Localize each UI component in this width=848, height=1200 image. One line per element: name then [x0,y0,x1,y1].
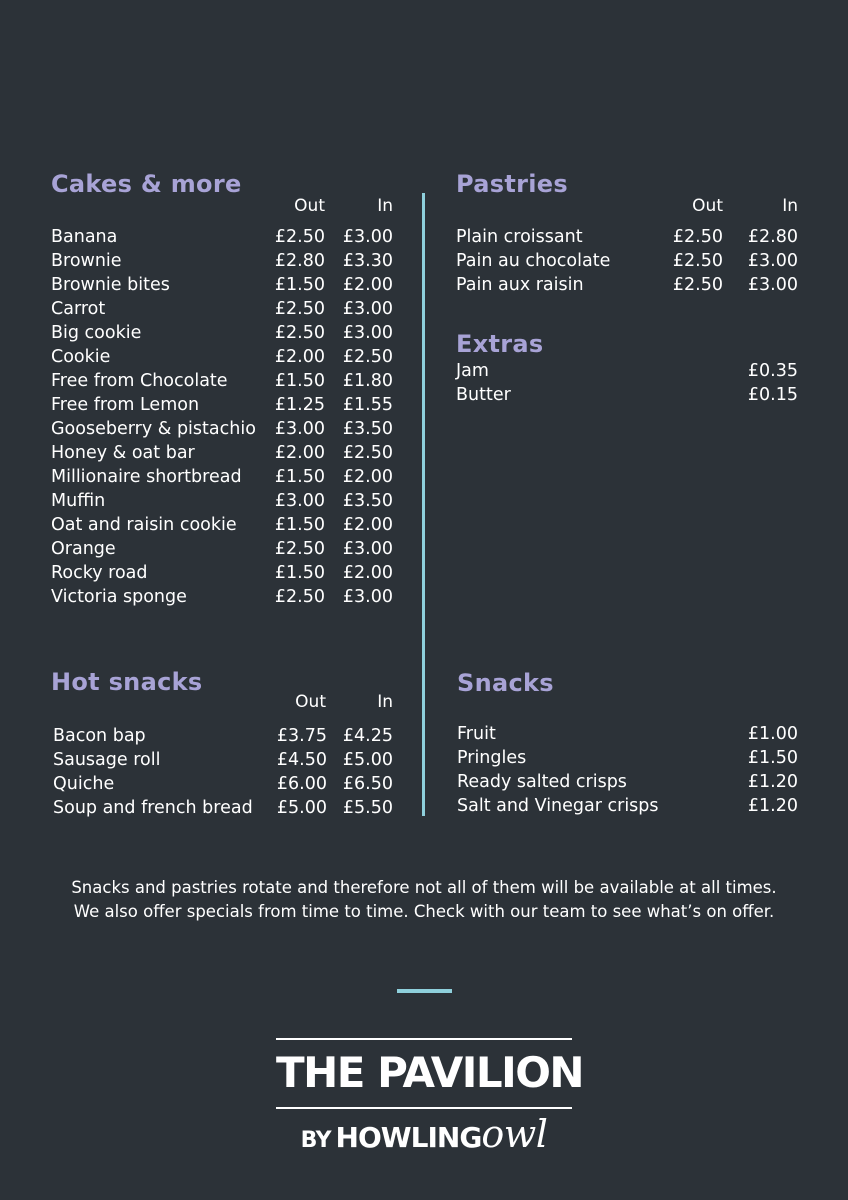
price-in: £2.00 [342,275,393,295]
menu-item [51,225,393,249]
price: £0.35 [747,361,798,381]
menu-item-name: Muffin [51,491,106,511]
menu-item-name: Pain au chocolate [456,251,611,271]
price-in: £2.00 [342,563,393,583]
price-in: £3.50 [342,419,393,439]
menu-item [51,273,393,297]
price-out: £2.50 [274,587,325,607]
price-out: £2.50 [274,299,325,319]
menu-item [456,359,798,383]
menu-item-name: Victoria sponge [51,587,187,607]
price-out: £2.50 [672,251,723,271]
price-out: £2.80 [274,251,325,271]
price-out: £2.50 [274,323,325,343]
menu-item-name: Butter [456,385,511,405]
price: £0.15 [747,385,798,405]
menu-item [457,722,798,746]
logo-by: BY [300,1128,332,1153]
menu-list [51,225,393,609]
price-in: £2.50 [342,347,393,367]
menu-item-name: Soup and french bread [53,798,253,818]
section-title: Cakes & more [51,170,242,198]
menu-item [51,489,393,513]
price-in: £3.00 [342,299,393,319]
price-out: £1.25 [274,395,325,415]
price-in: £2.80 [747,227,798,247]
logo-script: owl [481,1112,548,1156]
price-out: £3.00 [274,419,325,439]
menu-item [51,249,393,273]
section-title: Snacks [457,669,554,697]
price-out: £2.00 [274,443,325,463]
menu-item-name: Banana [51,227,118,247]
accent-divider [397,989,452,993]
menu-item [457,794,798,818]
menu-item [51,417,393,441]
menu-item-name: Rocky road [51,563,148,583]
menu-item [51,465,393,489]
price: £1.20 [747,772,798,792]
menu-item-name: Cookie [51,347,111,367]
logo-subline [276,1114,572,1163]
menu-item-name: Quiche [53,774,115,794]
price-out: £2.00 [274,347,325,367]
price-out: £1.50 [274,275,325,295]
menu-item [51,513,393,537]
menu-item [456,273,798,297]
section-title: Pastries [456,170,568,198]
menu-item-name: Pain aux raisin [456,275,584,295]
price: £1.00 [747,724,798,744]
column-header-out: Out [295,692,326,712]
menu-item [53,748,393,772]
menu-item-name: Bacon bap [53,726,146,746]
price-in: £3.50 [342,491,393,511]
price-in: £3.00 [342,539,393,559]
price-out: £1.50 [274,467,325,487]
column-header-out: Out [294,196,325,216]
price-out: £1.50 [274,515,325,535]
menu-item [51,585,393,609]
price-in: £2.00 [342,467,393,487]
footnote [0,876,848,924]
menu-list [457,722,798,818]
menu-item [53,772,393,796]
menu-item [51,345,393,369]
price-out: £2.50 [672,275,723,295]
menu-item [51,393,393,417]
price-in: £2.50 [342,443,393,463]
menu-item-name: Orange [51,539,116,559]
price-in: £3.30 [342,251,393,271]
price-out: £2.50 [274,227,325,247]
menu-item-name: Pringles [457,748,527,768]
column-header-in: In [377,692,393,712]
price-in: £5.50 [342,798,393,818]
column-header-out: Out [692,196,723,216]
price-in: £4.25 [342,726,393,746]
price-in: £2.00 [342,515,393,535]
section-title: Extras [456,330,544,358]
menu-list [53,724,393,820]
logo-rule-top [276,1038,572,1040]
footnote-line: We also offer specials from time to time. Check with our team to see what’s on offer. [73,902,775,921]
section-title: Hot snacks [51,668,203,696]
menu-item-name: Carrot [51,299,106,319]
price-out: £2.50 [672,227,723,247]
menu-item-name: Honey & oat bar [51,443,195,463]
pavilion-logo [276,1038,584,1158]
column-header-in: In [782,196,798,216]
price-in: £3.00 [342,323,393,343]
price-in: £3.00 [342,227,393,247]
logo-brand: HOWLING [335,1121,482,1154]
column-header-in: In [377,196,393,216]
menu-item [51,537,393,561]
menu-item-name: Salt and Vinegar crisps [457,796,659,816]
price-in: £3.00 [747,275,798,295]
price-out: £1.50 [274,563,325,583]
price-in: £3.00 [342,587,393,607]
menu-item-name: Oat and raisin cookie [51,515,237,535]
price-out: £6.00 [276,774,327,794]
price-out: £4.50 [276,750,327,770]
price-in: £1.80 [342,371,393,391]
menu-item-name: Brownie bites [51,275,170,295]
menu-item [51,297,393,321]
column-divider [422,193,425,816]
price-out: £1.50 [274,371,325,391]
price-in: £1.55 [342,395,393,415]
price-out: £5.00 [276,798,327,818]
menu-item [457,770,798,794]
menu-item-name: Ready salted crisps [457,772,627,792]
menu-item [53,724,393,748]
menu-list [456,359,798,407]
menu-item-name: Jam [456,361,489,381]
menu-item-name: Brownie [51,251,122,271]
price-out: £3.75 [276,726,327,746]
menu-item [456,383,798,407]
menu-item [51,441,393,465]
menu-item-name: Free from Lemon [51,395,200,415]
menu-item-name: Free from Chocolate [51,371,228,391]
menu-item [456,249,798,273]
menu-item-name: Big cookie [51,323,142,343]
logo-rule-bottom [276,1107,572,1109]
price-out: £2.50 [274,539,325,559]
menu-item-name: Sausage roll [53,750,161,770]
menu-item [53,796,393,820]
menu-item [51,561,393,585]
menu-item [457,746,798,770]
price-out: £3.00 [274,491,325,511]
price: £1.20 [747,796,798,816]
footnote-line: Snacks and pastries rotate and therefore not all of them will be available at all times. [71,878,777,897]
menu-item [51,321,393,345]
price-in: £6.50 [342,774,393,794]
menu-item [456,225,798,249]
menu-item-name: Millionaire shortbread [51,467,242,487]
price: £1.50 [747,748,798,768]
price-in: £3.00 [747,251,798,271]
menu-item [51,369,393,393]
price-in: £5.00 [342,750,393,770]
logo-main-text: THE PAVILION [276,1048,584,1097]
menu-item-name: Fruit [457,724,496,744]
menu-item-name: Plain croissant [456,227,583,247]
menu-list [456,225,798,297]
menu-item-name: Gooseberry & pistachio [51,419,256,439]
